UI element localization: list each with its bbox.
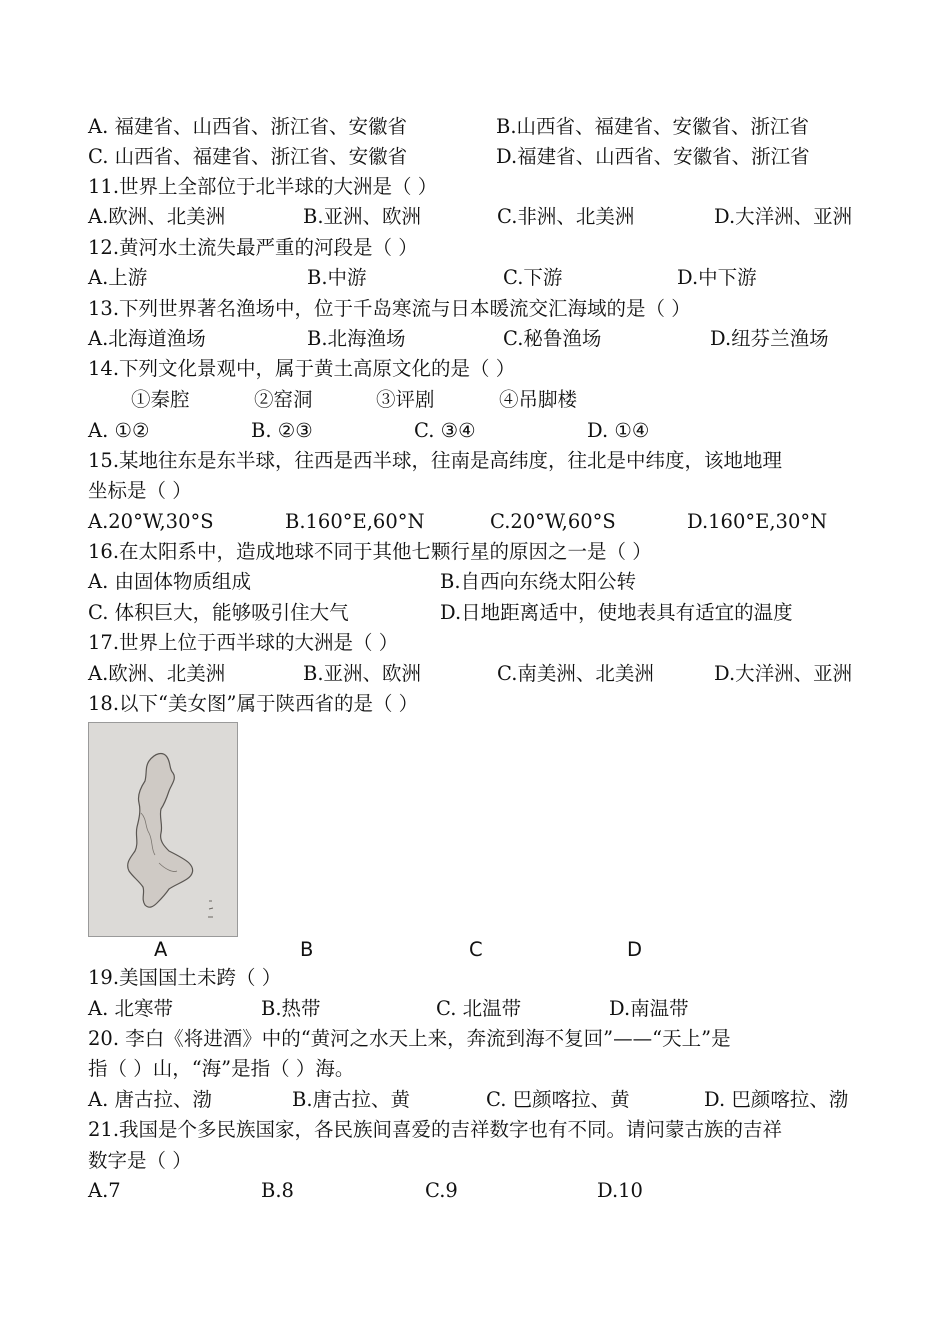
q20-stem-line1: 20. 李白《将进酒》中的“黄河之水天上来，奔流到海不复回”——“天上”是	[88, 1027, 731, 1050]
q16-option-a: A. 由固体物质组成	[88, 570, 251, 593]
q19-stem: 19.美国国土未跨（ ）	[88, 966, 282, 989]
q14-option-c: C. ③④	[414, 419, 476, 442]
province-sketch-image	[88, 722, 238, 937]
q14-item-3: ③评剧	[376, 388, 435, 411]
q18-label-c: C	[469, 938, 483, 961]
q20-option-d: D. 巴颜喀拉、渤	[704, 1088, 849, 1111]
q21-option-a: A.7	[88, 1179, 121, 1202]
q17-option-a: A.欧洲、北美洲	[88, 662, 226, 685]
q13-option-c: C.秘鲁渔场	[503, 327, 602, 350]
q14-item-1: ①秦腔	[131, 388, 190, 411]
q18-label-a: A	[154, 938, 168, 961]
q14-option-a: A. ①②	[88, 419, 150, 442]
q10-option-c: C. 山西省、福建省、浙江省、安徽省	[88, 145, 408, 168]
q21-stem-line2: 数字是（ ）	[88, 1149, 192, 1172]
q13-option-a: A.北海道渔场	[88, 327, 206, 350]
q15-stem-line2: 坐标是（ ）	[88, 479, 192, 502]
q21-option-c: C.9	[425, 1179, 458, 1202]
q20-option-a: A. 唐古拉、渤	[88, 1088, 212, 1111]
q14-stem: 14.下列文化景观中，属于黄土高原文化的是（ ）	[88, 357, 516, 380]
q15-stem-line1: 15.某地往东是东半球，往西是西半球，往南是高纬度，往北是中纬度，该地地理	[88, 449, 783, 472]
q19-option-d: D.南温带	[609, 997, 689, 1020]
q21-option-b: B.8	[261, 1179, 294, 1202]
q12-option-d: D.中下游	[677, 266, 757, 289]
q20-option-b: B.唐古拉、黄	[292, 1088, 411, 1111]
q20-option-c: C. 巴颜喀拉、黄	[486, 1088, 630, 1111]
q17-stem: 17.世界上位于西半球的大洲是（ ）	[88, 631, 399, 654]
q17-option-d: D.大洋洲、亚洲	[714, 662, 853, 685]
q14-item-2: ②窑洞	[254, 388, 313, 411]
q10-option-b: B.山西省、福建省、安徽省、浙江省	[496, 115, 810, 138]
q18-label-d: D	[627, 938, 643, 961]
q19-option-c: C. 北温带	[436, 997, 522, 1020]
q12-option-a: A.上游	[88, 266, 148, 289]
q12-option-c: C.下游	[503, 266, 563, 289]
q14-option-d: D. ①④	[587, 419, 650, 442]
q11-option-c: C.非洲、北美洲	[497, 205, 635, 228]
q18-stem: 18.以下“美女图”属于陕西省的是（ ）	[88, 692, 419, 715]
q11-stem: 11.世界上全部位于北半球的大洲是（ ）	[88, 175, 438, 198]
shaanxi-outline-sketch	[89, 723, 238, 937]
q14-option-b: B. ②③	[251, 419, 313, 442]
q11-option-b: B.亚洲、欧洲	[303, 205, 422, 228]
q13-option-b: B.北海渔场	[307, 327, 406, 350]
q15-option-c: C.20°W,60°S	[490, 510, 616, 533]
q12-stem: 12.黄河水土流失最严重的河段是（ ）	[88, 236, 418, 259]
q15-option-b: B.160°E,60°N	[285, 510, 425, 533]
q15-option-a: A.20°W,30°S	[88, 510, 214, 533]
q16-option-b: B.自西向东绕太阳公转	[440, 570, 637, 593]
q13-option-d: D.纽芬兰渔场	[710, 327, 829, 350]
q18-label-b: B	[300, 938, 314, 961]
q14-item-4: ④吊脚楼	[499, 388, 578, 411]
q20-stem-line2: 指（ ）山，“海”是指（ ）海。	[88, 1057, 355, 1080]
q21-stem-line1: 21.我国是个多民族国家，各民族间喜爱的吉祥数字也有不同。请问蒙古族的吉祥	[88, 1118, 783, 1141]
q10-option-a: A. 福建省、山西省、浙江省、安徽省	[88, 115, 407, 138]
q16-stem: 16.在太阳系中，造成地球不同于其他七颗行星的原因之一是（ ）	[88, 540, 652, 563]
q21-option-d: D.10	[597, 1179, 643, 1202]
q11-option-a: A.欧洲、北美洲	[88, 205, 226, 228]
q16-option-c: C. 体积巨大，能够吸引住大气	[88, 601, 349, 624]
q13-stem: 13.下列世界著名渔场中，位于千岛寒流与日本暖流交汇海域的是（ ）	[88, 297, 691, 320]
q15-option-d: D.160°E,30°N	[687, 510, 828, 533]
q19-option-a: A. 北寒带	[88, 997, 173, 1020]
q19-option-b: B.热带	[261, 997, 321, 1020]
q17-option-c: C.南美洲、北美洲	[497, 662, 654, 685]
q10-option-d: D.福建省、山西省、安徽省、浙江省	[496, 145, 810, 168]
q17-option-b: B.亚洲、欧洲	[303, 662, 422, 685]
q11-option-d: D.大洋洲、亚洲	[714, 205, 853, 228]
q12-option-b: B.中游	[307, 266, 367, 289]
q16-option-d: D.日地距离适中，使地表具有适宜的温度	[440, 601, 793, 624]
